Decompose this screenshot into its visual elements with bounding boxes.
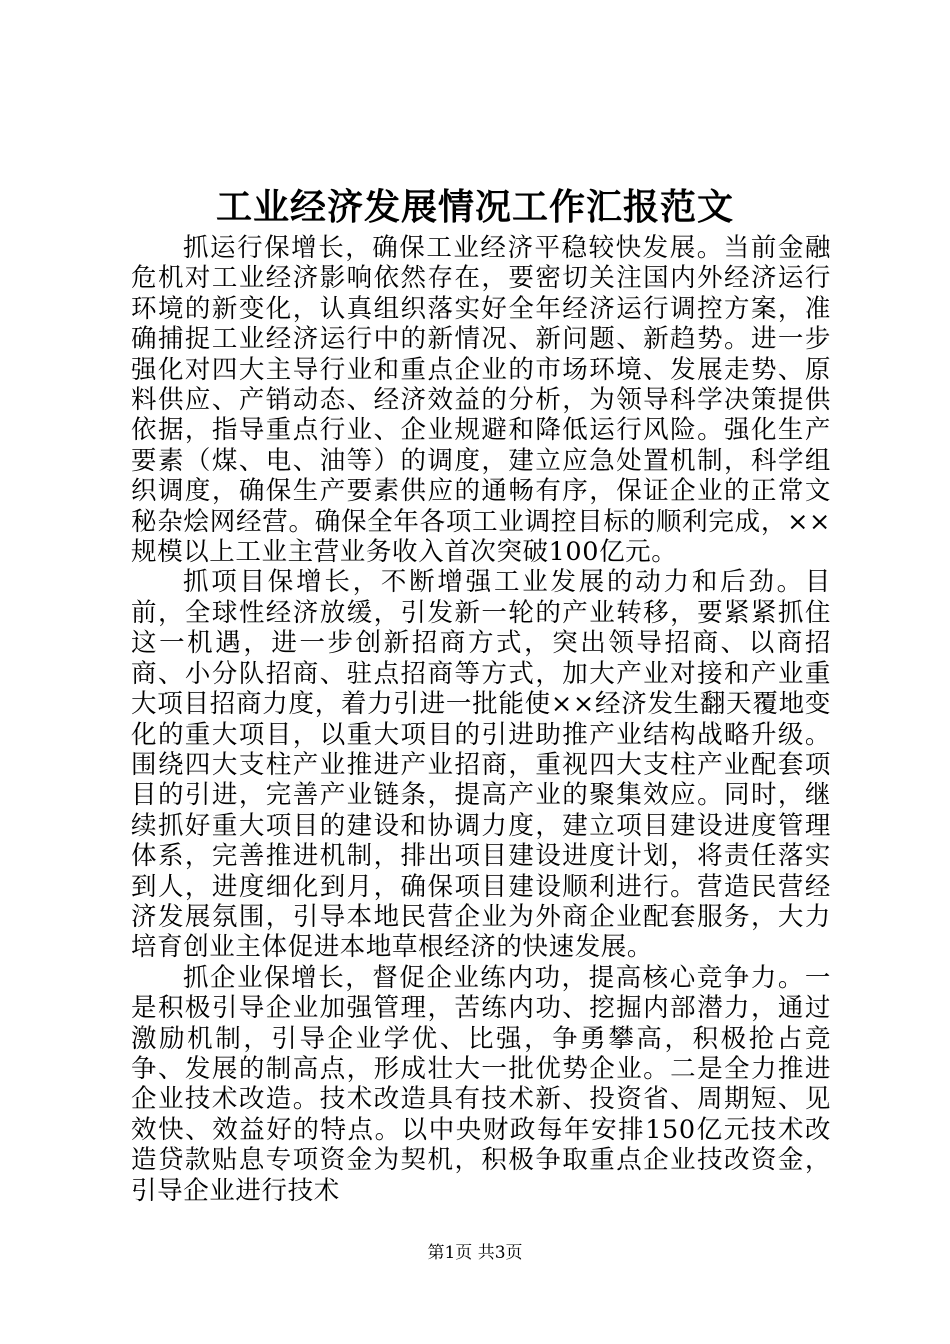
paragraph-operations: 抓运行保增长，确保工业经济平稳较快发展。当前金融危机对工业经济影响依然存在，要密切关注国内外经济运行环境的新变化，认真组织落实好全年经济运行调控方案，准确捕捉工业经济运行中的新情况、新问题、新趋势。进一步强化对四大主导行业和重点企业的市场环境、发展走势、原料供应、产销动态、经济效益的分析，为领导科学决策提供依据，指导重点行业、企业规避和降低运行风险。强化生产要素（煤、电、油等）的调度，建立应急处置机制，科学组织调度，确保生产要素供应的通畅有序，保证企业的正常文秘杂烩网经营。确保全年各项工业调控目标的顺利完成，××规模以上工业主营业务收入首次突破100亿元。 xyxy=(131,233,831,568)
page-number-footer: 第1页 共3页 xyxy=(427,1243,523,1263)
document-body xyxy=(131,233,831,1206)
paragraph-enterprises: 抓企业保增长，督促企业练内功，提高核心竞争力。一是积极引导企业加强管理，苦练内功、挖掘内部潜力，通过激励机制，引导企业学优、比强，争勇攀高，积极抢占竞争、发展的制高点，形成壮大一批优势企业。二是全力推进企业技术改造。技术改造具有技术新、投资省、周期短、见效快、效益好的特点。以中央财政每年安排150亿元技术改造贷款贴息专项资金为契机，积极争取重点企业技改资金，引导企业进行技术 xyxy=(131,962,831,1206)
paragraph-projects: 抓项目保增长，不断增强工业发展的动力和后劲。目前，全球性经济放缓，引发新一轮的产业转移，要紧紧抓住这一机遇，进一步创新招商方式，突出领导招商、以商招商、小分队招商、驻点招商等方式，加大产业对接和产业重大项目招商力度，着力引进一批能使××经济发生翻天覆地变化的重大项目，以重大项目的引进助推产业结构战略升级。围绕四大支柱产业推进产业招商，重视四大支柱产业配套项目的引进，完善产业链条，提高产业的聚集效应。同时，继续抓好重大项目的建设和协调力度，建立项目建设进度管理体系，完善推进机制，排出项目建设进度计划，将责任落实到人，进度细化到月，确保项目建设顺利进行。营造民营经济发展氛围，引导本地民营企业为外商企业配套服务，大力培育创业主体促进本地草根经济的快速发展。 xyxy=(131,567,831,963)
document-title: 工业经济发展情况工作汇报范文 xyxy=(215,186,734,228)
